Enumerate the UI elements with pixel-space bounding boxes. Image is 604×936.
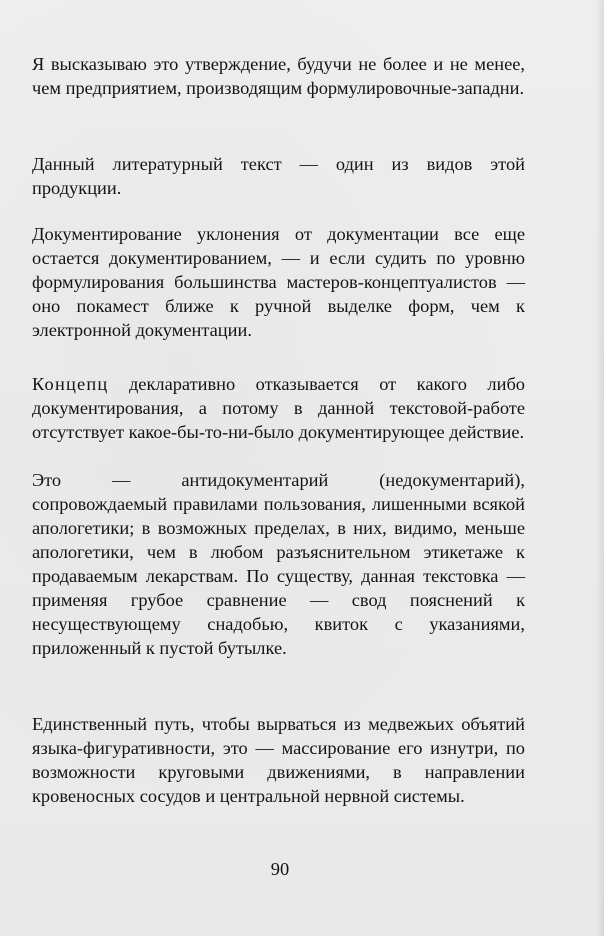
paragraph-4-rest: декларативно отказывается от какого либо документирования, а потому в данной текстовой-работе отсутствует какое-бы-то-ни-было документирующее действие. [32,374,525,442]
paragraph-6: Единственный путь, чтобы вырваться из медвежьих объятий языка-фигуративности, это — массирование его изнутри, по возможности круговыми движениями, в направлении кровеносных сосудов и центральной нервной системы. [32,714,525,806]
paragraph-4 [32,372,525,444]
page-edge-shadow [596,0,604,936]
page-number: 90 [270,859,290,879]
paragraph-1: Я высказываю это утверждение, будучи не более и не менее, чем предприятием, производящим формулировочные-западни. [32,54,525,98]
paragraph-4-lead-word: Концепц [32,374,109,394]
paragraph-5: Это — антидокументарий (недокументарий), сопровождаемый правилами пользования, лишенными всякой апологетики; в возможных пределах, в них, видимо, меньше апологетики, чем в любом разъяснительном этикетаже к продаваемым лекарствам. По существу, данная текстовка — применяя грубое сравнение — свод пояснений к несуществующему снадобью, квиток с указаниями, приложенный к пустой бутылке. [32,470,525,658]
paragraph-3: Документирование уклонения от документации все еще остается документированием, — и если судить по уровню формулирования большинства мастеров-концептуалистов — оно покамест ближе к ручной выделке форм, чем к электронной документации. [32,224,525,340]
paragraph-2: Данный литературный текст — один из видов этой продукции. [32,154,525,198]
